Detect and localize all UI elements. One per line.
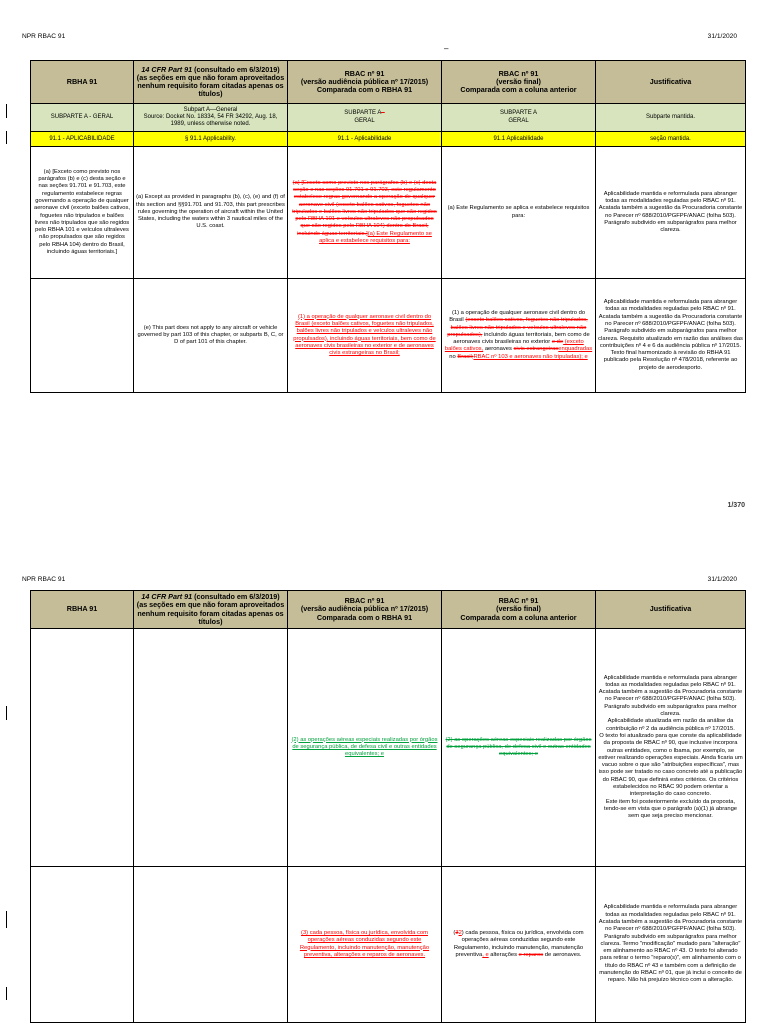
cell-cfr [134,132,288,147]
paragraph: § 91.1 Applicability. [185,135,236,142]
inserted-text: (3) cada pessoa, física ou jurídica, envolvida com operações aéreas conduzidas segundo este Regulamento, incluindo manutenção, manutenção preventiva, alterações e reparos de aeronaves. [299,929,430,958]
paragraph: RBAC nº 91 [498,596,539,606]
cell-cfr [134,279,288,393]
page-number: 1/370 [727,502,745,509]
paragraph: (as seções em que não foram aproveitados nenhum requisito foram citadas apenas os títulos) [136,600,285,626]
deleted-text: e de [551,339,564,346]
paragraph: RBHA 91 [66,76,98,86]
inserted-text: RBAC nº 103 e aeronaves não tripuladas); e [473,353,588,360]
paragraph: Source: Docket No. 18334, 54 FR 34292, Aug. 18, 1989, unless otherwise noted. [143,113,278,128]
paragraph: Aplicabilidade mantida e reformulada para abranger todas as modalidades reguladas pelo RBAC nº 91. Acatada também a sugestão da Procuradoria constante no Parecer nº 688/2010/PGFPF/ANAC (folha 503). Parágrafo subdivido em subparágrafos para melhor clareza. [598,190,743,234]
paragraph [444,310,593,361]
paragraph: (as seções em que não foram aproveitados nenhum requisito foram citadas apenas os títulos) [136,72,285,99]
paragraph: Comparada com o RBHA 91 [316,85,413,95]
paragraph: (versão final) [496,76,541,86]
text-segment: no [449,353,458,360]
paragraph: Subpart A—General [183,106,238,113]
cell-audiencia [288,132,442,147]
cell-final [442,147,596,279]
cell-audiencia [288,867,442,1023]
paragraph: Aplicabilidade mantida e reformulada para abranger todas as modalidades reguladas pelo RBAC nº 91. Acatada também a sugestão da Procuradoria constante no Parecer nº 688/2010/PGFPF/ANAC (folha 503). Parágrafo subdivido em subparágrafos para melhor clareza. [598,674,743,718]
paragraph [290,930,439,959]
deleted-text: e reparos [518,951,544,958]
cell-final [442,629,596,867]
italic-text: 14 CFR Part 91 [141,592,193,602]
paragraph: (versão audiência pública nº 17/2015) [300,76,429,86]
cell-final [442,132,596,147]
column-header-cfr [134,61,288,104]
cell-justificativa [596,629,746,867]
paragraph [290,737,439,759]
text-segment: aeronaves [483,346,514,353]
column-header-audiencia [288,61,442,104]
paragraph: (a) [Exceto como previsto nos parágrafos (b) e (c) desta seção e nas seções 91.701 e 91.703, este regulamento estabelece regras governando a operação de qualquer aeronave civil (exceto balões cativos, foguetes não tripulados e balões livres não tripulados que são regidos pelo RBHA 101 e veículos ultraleves não propulsados que são regidos pelo RBHA 104) dentro do Brasil, incluindo águas territoriais.] [33,168,131,255]
paragraph: (a) Except as provided in paragraphs (b), (c), (e) and (f) of this section and §§91.701 and 91.703, this part prescribes rules governing the operation of aircraft within the United States, including the waters within 3 nautical miles of the U.S. coast. [136,194,285,230]
cell-audiencia [288,629,442,867]
paragraph: Aplicabilidade mantida e reformulada para abranger todas as modalidades reguladas pelo RBAC nº 91. Acatada também a sugestão da Procuradoria constante no Parecer nº 688/2010/PGFPF/ANAC (folha 503). Parágrafo subdivido em subparágrafos para melhor clareza. Termo "modificação" mudado para "alteração" em alinhamento ao RBAC nº 43. O texto foi alterado para retirar o termo "reparo(s)", em alinhamento com o título do RBAC nº 43 e também com a definição de manutenção do RBAC nº 01, que já inclui o conceito de reparo. Não há prejuízo técnico com a alteração. [598,904,743,984]
comparison-table [30,590,746,1023]
cell-rbha [31,629,134,867]
paragraph: SUBPARTE A - GERAL [50,113,114,120]
paragraph: RBAC nº 91 [344,68,385,78]
paragraph: RBHA 91 [66,604,98,614]
cell-final [442,279,596,393]
column-header-cfr [134,591,288,629]
paragraph: Justificativa [649,604,692,614]
dash-mark: – [444,44,449,53]
text-segment: incluindo águas territoriais, bem como de aeronaves civis brasileiras no exterior [453,331,590,346]
column-header-justificativa [596,591,746,629]
cell-audiencia [288,147,442,279]
paragraph: Comparada com o RBHA 91 [316,612,413,622]
text-segment: (consultado em 6/3/2019) [192,592,280,602]
italic-text: 14 CFR Part 91 [141,64,193,74]
text-segment: (consultado em 6/3/2019) [192,64,280,74]
paragraph [290,314,439,358]
cell-rbha [31,132,134,147]
paragraph: O texto foi atualizado para que conste da aplicabilidade da proposta de RBAC nº 90, que inclusive incorpora outras entidades, como o Ibama, por exemplo, se estiver realizando operações especiais. Ainda ficaria um vacuo sobre o que são "atribuições específicas", mas isso pode ser tratado no caso concreto até a publicação do RBAC 90, que definirá estes critérios. Os critérios estabelecidos no RBAC 90 podem orientar a interpretação do caso concreto. [598,732,743,798]
paragraph: Justificativa [649,76,692,86]
document-code: NPR RBAC 91 [22,33,66,40]
text-segment: de aeronaves. [543,951,582,958]
paragraph: Este item foi posteriormente excluído da proposta, tendo-se em vista que o parágrafo (a)(1) já abrange sem que seja preciso mencionar. [603,798,738,820]
deleted-text: (exceto balões cativos, foguetes não tripulados, balões livres não tripulados e veículos ultraleves não propulsados), [447,317,588,338]
inserted-text: (exceto balões cativos, [444,339,584,353]
cell-justificativa [596,147,746,279]
paragraph [290,180,439,246]
cell-final [442,104,596,132]
cell-audiencia [288,104,442,132]
paragraph: (a) Este Regulamento se aplica e estabelece requisitos para: [447,205,590,219]
paragraph: Comparada com a coluna anterior [460,85,577,95]
cell-cfr [134,104,288,132]
text-segment: ) cada pessoa, física ou jurídica, envolvida com operações aéreas conduzidas segundo este Regulamento, incluindo manutenção, manutenção preventiva [453,929,584,958]
cell-final [442,867,596,1023]
column-header-final [442,61,596,104]
page-2 [0,560,768,1024]
document-date: 31/1/2020 [707,33,737,40]
cell-rbha [31,867,134,1023]
cell-justificativa [596,132,746,147]
paragraph: GERAL [508,117,529,124]
column-header-rbha [31,591,134,629]
text-segment: alterações [488,951,519,958]
paragraph [444,930,593,959]
text-segment: ( [453,929,456,936]
comparison-table [30,60,746,393]
deleted-text: (a) [Exceto como previsto nos parágrafos (b) e (c) desta seção e nas seções 91.701 e 91.703, este regulamento estabelece regras governando a operação de qualquer aeronave civil (exceto balões cativos, foguetes não tripulados e balões livres não tripulados que são regidos pelo RBHA 101 e veículos ultraleves não propulsados que são regidos pelo RBHA 104) dentro do Brasil, incluindo águas territoriais.] [292,179,437,237]
column-header-justificativa [596,61,746,104]
paragraph: RBAC nº 91 [344,596,385,606]
inserted-text: 2 [458,929,462,936]
cell-justificativa [596,279,746,393]
paragraph: (e) This part does not apply to any aircraft or vehicle governed by part 103 of this chapter, or subparts B, C, or D of part 101 of this chapter. [137,324,284,346]
paragraph: Comparada com a coluna anterior [460,612,577,622]
cell-justificativa [596,867,746,1023]
deleted-text: - [381,110,385,117]
paragraph: Aplicabilidade mantida e reformulada para abranger todas as modalidades reguladas pelo RBAC nº 91. Acatada também a sugestão da Procuradoria constante no Parecer nº 688/2010/PGFPF/ANAC (folha 503). Parágrafo subdivido em subparágrafos para melhor clareza. Requisito atualizado em razão das análises das contribuições nº 4 e 6 da audiência pública nº 17/2015. Texto final harmonizado à revisão do RBHA 91 publicado pela Resolução nº 478/2018, referente ao projeto de aerodesporto. [598,299,743,371]
text-segment: SUBPARTE A [344,110,382,117]
inserted-text: (a) Este Regulamento se aplica e estabelece requisitos para: [319,230,432,245]
deleted-text: Brasil; [457,353,474,360]
column-header-audiencia [288,591,442,629]
document-date: 31/1/2020 [707,576,737,583]
paragraph: 91.1 - APLICABILIDADE [49,135,115,142]
cell-justificativa [596,104,746,132]
paragraph: RBAC nº 91 [498,68,539,78]
deleted-text: (2) as operações aéreas especiais realizadas por órgãos de segurança pública, de defesa civil e outras entidades equivalentes; e [445,736,592,758]
paragraph: seção mantida. [650,135,691,142]
cell-rbha [31,104,134,132]
paragraph [290,110,439,117]
column-header-rbha [31,61,134,104]
paragraph: Aplicabilidade atualizada em razão da análise da contribuição nº 2 da audiência pública nº 17/2015. [606,718,735,732]
deleted-text: civis estrangeiras [513,346,559,353]
cell-cfr [134,629,288,867]
cell-cfr [134,867,288,1023]
column-header-final [442,591,596,629]
paragraph: 91.1 Aplicabilidade [493,135,544,142]
paragraph: 91.1 - Aplicabilidade [337,135,392,142]
cell-rbha [31,147,134,279]
inserted-text: (2) as operações aéreas especiais realizadas por órgãos de segurança pública, de defesa civil e outras entidades equivalentes; e [291,736,438,758]
paragraph [444,737,593,759]
cell-rbha [31,279,134,393]
text-segment: (1) a operação de qualquer aeronave civil dentro do Brasil [449,309,586,324]
document-code: NPR RBAC 91 [22,576,66,583]
deleted-text: 3 [455,929,459,936]
cell-cfr [134,147,288,279]
paragraph: GERAL [354,117,375,124]
inserted-text: enquadradas [558,346,593,353]
inserted-text: , e [482,951,489,958]
paragraph: Subparte mantida. [645,113,696,120]
paragraph: SUBPARTE A [499,110,538,117]
paragraph: (versão audiência pública nº 17/2015) [300,604,429,614]
cell-audiencia [288,279,442,393]
inserted-text: (1) a operação de qualquer aeronave civil dentro do Brasil (exceto balões cativos, foguetes não tripulados, balões livres não tripulados e veículos ultraleves não propulsados), incluindo águas territoriais, bem como de aeronaves civis brasileiras no exterior e de aeronaves civis estrangeiras no Brasil; [293,313,436,357]
paragraph: (versão final) [496,604,541,614]
